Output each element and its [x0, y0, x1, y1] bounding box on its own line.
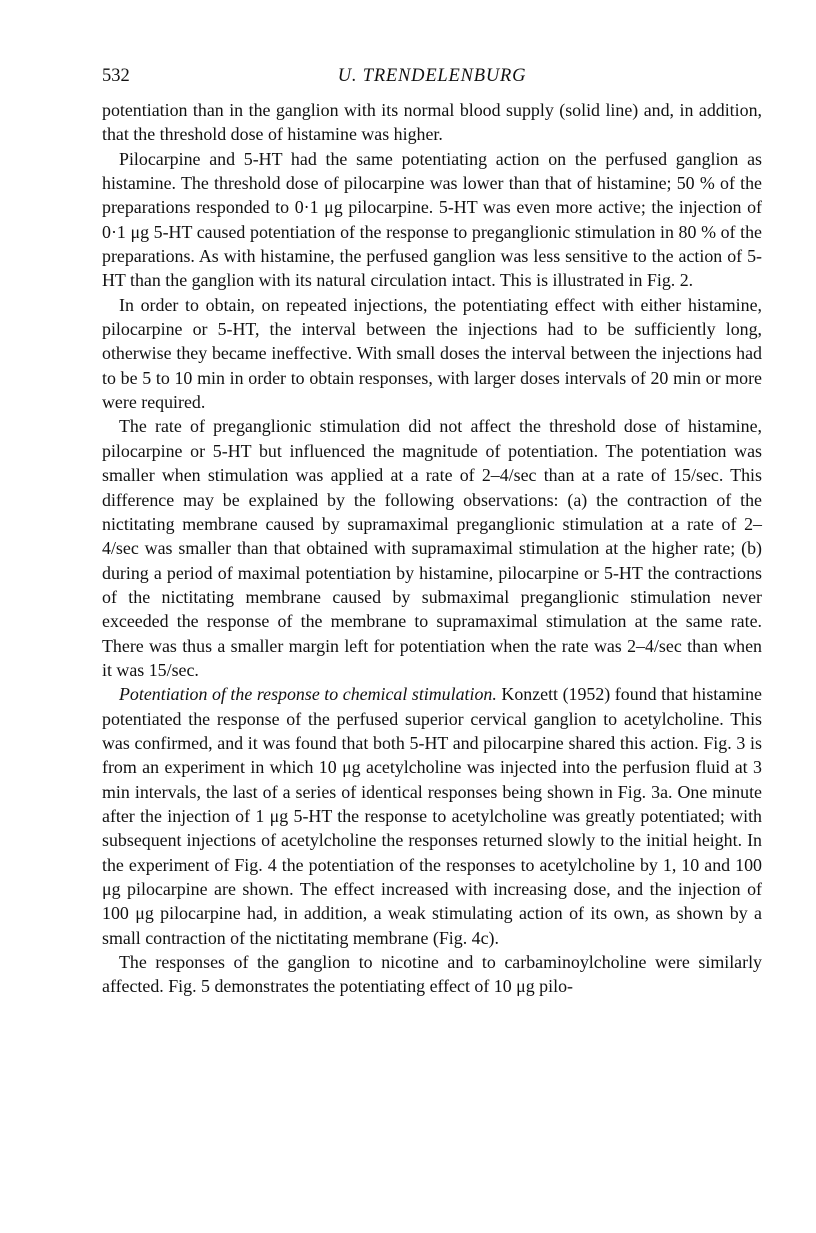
section-lead-heading: Potentiation of the response to chemical stimulation.: [119, 684, 497, 705]
article-body: [102, 98, 762, 999]
paragraph-text: In order to obtain, on repeated injections, the potentiating effect with either histamine, pilocarpine or 5-HT, the interval between the injections had to be sufficiently long, otherwise they became ineffective. With small doses the interval between the injections had to be 5 to 10 min in order to obtain responses, with larger doses intervals of 20 min or more were required.: [102, 294, 762, 413]
page-header: [102, 66, 762, 94]
running-title: U. TRENDELENBURG: [337, 66, 527, 86]
paragraph-text: Konzett (1952) found that histamine potentiated the response of the perfused superior cervical ganglion to acetylcholine. This was confirmed, and it was found that both 5-HT and pilocarpine shared this action. Fig. 3 is from an experiment in which 10 μg acetylcholine was injected into the perfusion fluid at 3 min intervals, the last of a series of identical responses being shown in Fig. 3a. One minute after the injection of 1 μg 5-HT the response to acetylcholine was greatly potentiated; with subsequent injections of acetylcholine the responses returned slowly to the initial height. In the experiment of Fig. 4 the potentiation of the responses to acetylcholine by 1, 10 and 100 μg pilocarpine are shown. The effect increased with increasing dose, and the injection of 100 μg pilocarpine had, in addition, a weak stimulating action of its own, as shown by a small contraction of the nictitating membrane (Fig. 4c).: [102, 684, 762, 948]
paragraph-nicotine: [102, 950, 762, 999]
paragraph-stimulation-rate: [102, 414, 762, 682]
paragraph-continuation: [102, 98, 762, 147]
paragraph-text: The responses of the ganglion to nicotine and to carbaminoylcholine were similarly affected. Fig. 5 demonstrates the potentiating effect of 10 μg pilo-: [102, 952, 762, 997]
paragraph-text: potentiation than in the ganglion with its normal blood supply (solid line) and, in addition, that the threshold dose of histamine was higher.: [102, 100, 762, 145]
paragraph-text: The rate of preganglionic stimulation did not affect the threshold dose of histamine, pilocarpine or 5-HT but influenced the magnitude of potentiation. The potentiation was smaller when stimulation was applied at a rate of 2–4/sec than at a rate of 15/sec. This difference may be explained by the following observations: (a) the contraction of the nictitating membrane caused by supramaximal preganglionic stimulation at a rate of 2–4/sec was smaller than that obtained with supramaximal stimulation at the higher rate; (b) during a period of maximal potentiation by histamine, pilocarpine or 5-HT the contractions of the nictitating membrane caused by submaximal preganglionic stimulation never exceeded the response of the membrane to supramaximal stimulation at the same rate. There was thus a smaller margin left for potentiation when the rate was 2–4/sec than when it was 15/sec.: [102, 416, 762, 680]
paragraph-chemical-stimulation: [102, 682, 762, 950]
paragraph-repeated-injections: [102, 293, 762, 415]
paragraph-text: Pilocarpine and 5-HT had the same potentiating action on the perfused ganglion as histamine. The threshold dose of pilocarpine was lower than that of histamine; 50 % of the preparations responded to 0·1 μg pilocarpine. 5-HT was even more active; the injection of 0·1 μg 5-HT caused potentiation of the response to preganglionic stimulation in 80 % of the preparations. As with histamine, the perfused ganglion was less sensitive to the action of 5-HT than the ganglion with its natural circulation intact. This is illustrated in Fig. 2.: [102, 148, 762, 291]
paragraph-pilocarpine-5ht: [102, 147, 762, 293]
page-number: 532: [102, 66, 130, 86]
